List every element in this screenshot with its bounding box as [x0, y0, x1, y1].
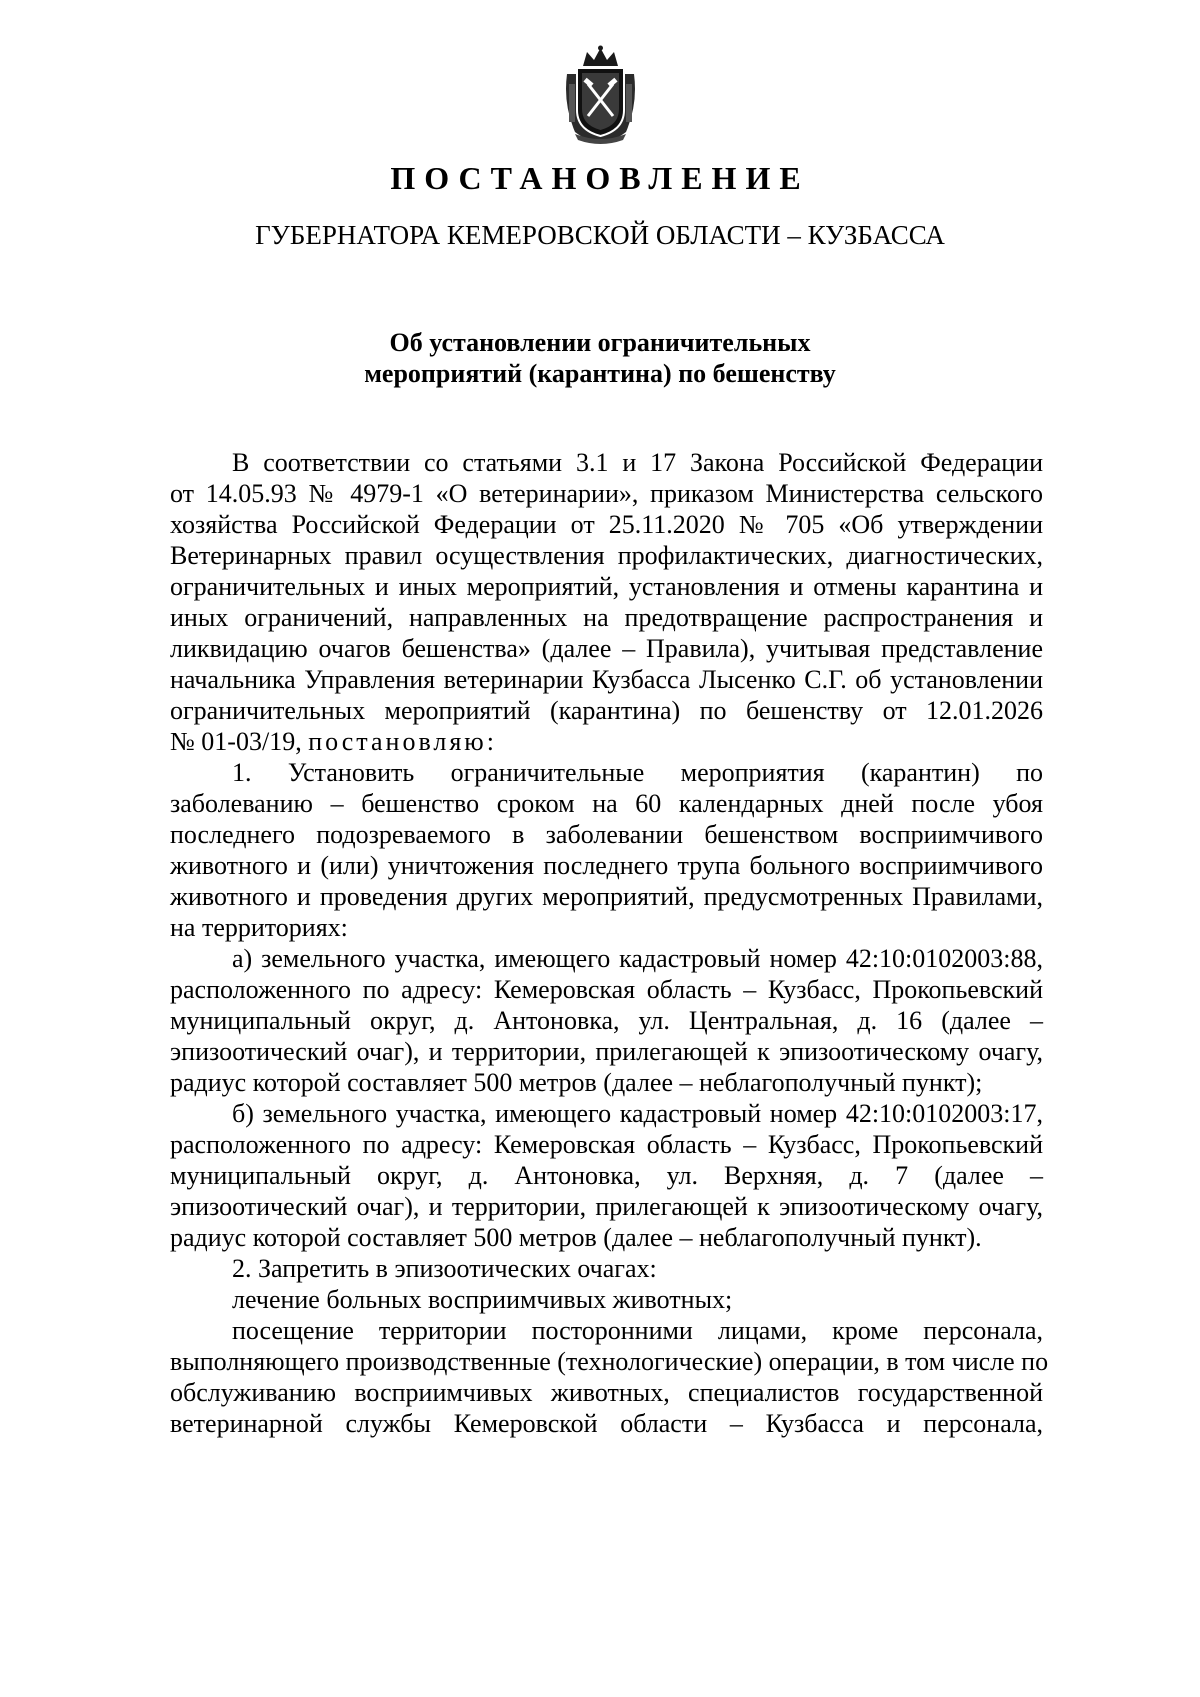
- body-line: эпизоотический очаг), и территории, прилегающей к эпизоотическому очагу,: [170, 1192, 1043, 1221]
- body-line: 1. Установить ограничительные мероприятия (карантин) по: [232, 758, 1043, 787]
- resolution-number: № 01-03/19,: [170, 727, 309, 756]
- title-line: Об установлении ограничительных: [389, 328, 811, 357]
- body-line: лечение больных восприимчивых животных;: [232, 1285, 733, 1314]
- body-line: расположенного по адресу: Кемеровская область – Кузбасс, Прокопьевский: [170, 1130, 1043, 1159]
- body-line: [170, 726, 1043, 757]
- body-line: последнего подозреваемого в заболевании бешенством восприимчивого: [170, 820, 1043, 849]
- body-line: ликвидацию очагов бешенства» (далее – Правила), учитывая представление: [170, 634, 1043, 663]
- body-line: ветеринарной службы Кемеровской области – Кузбасса и персонала,: [170, 1409, 1043, 1438]
- body-line: начальника Управления ветеринарии Кузбасса Лысенко С.Г. об установлении: [170, 665, 1043, 694]
- body-line: В соответствии со статьями 3.1 и 17 Закона Российской Федерации: [232, 448, 1043, 477]
- body-line: ограничительных мероприятий (карантина) по бешенству от 12.01.2026: [170, 696, 1043, 725]
- document-title: [0, 327, 1200, 389]
- body-line: животного и проведения других мероприятий, предусмотренных Правилами,: [170, 882, 1043, 911]
- title-line: мероприятий (карантина) по бешенству: [364, 359, 836, 388]
- body-line: от 14.05.93 № 4979-1 «О ветеринарии», приказом Министерства сельского: [170, 479, 1043, 508]
- body-line: б) земельного участка, имеющего кадастровый номер 42:10:0102003:17,: [232, 1099, 1043, 1128]
- body-line: эпизоотический очаг), и территории, прилегающей к эпизоотическому очагу,: [170, 1037, 1043, 1066]
- body-line: муниципальный округ, д. Антоновка, ул. Верхняя, д. 7 (далее –: [170, 1161, 1043, 1190]
- body-line: обслуживанию восприимчивых животных, специалистов государственной: [170, 1378, 1043, 1407]
- body-line: радиус которой составляет 500 метров (далее – неблагополучный пункт).: [170, 1223, 982, 1252]
- body-line: посещение территории посторонними лицами, кроме персонала,: [232, 1316, 1043, 1345]
- body-line: животного и (или) уничтожения последнего трупа больного восприимчивого: [170, 851, 1043, 880]
- body-line: заболеванию – бешенство сроком на 60 календарных дней после убоя: [170, 789, 1043, 818]
- body-line: а) земельного участка, имеющего кадастровый номер 42:10:0102003:88,: [232, 944, 1043, 973]
- body-line: выполняющего производственные (технологические) операции, в том числе по: [170, 1347, 1049, 1376]
- document-type-heading: ПОСТАНОВЛЕНИЕ: [390, 160, 810, 196]
- body-line: ограничительных и иных мероприятий, установления и отмены карантина и: [170, 572, 1043, 601]
- coat-of-arms-emblem: [553, 44, 648, 144]
- resolve-word: постановляю:: [308, 727, 497, 756]
- issuer-heading: ГУБЕРНАТОРА КЕМЕРОВСКОЙ ОБЛАСТИ – КУЗБАССА: [255, 220, 945, 250]
- body-line: радиус которой составляет 500 метров (далее – неблагополучный пункт);: [170, 1068, 983, 1097]
- body-line: 2. Запретить в эпизоотических очагах:: [232, 1254, 657, 1283]
- body-line: расположенного по адресу: Кемеровская область – Кузбасс, Прокопьевский: [170, 975, 1043, 1004]
- body-line: хозяйства Российской Федерации от 25.11.2020 № 705 «Об утверждении: [170, 510, 1043, 539]
- document-body: [170, 447, 1049, 1439]
- body-line: муниципальный округ, д. Антоновка, ул. Центральная, д. 16 (далее –: [170, 1006, 1043, 1035]
- body-line: иных ограничений, направленных на предотвращение распространения и: [170, 603, 1043, 632]
- body-line: Ветеринарных правил осуществления профилактических, диагностических,: [170, 541, 1043, 570]
- body-line: на территориях:: [170, 913, 348, 942]
